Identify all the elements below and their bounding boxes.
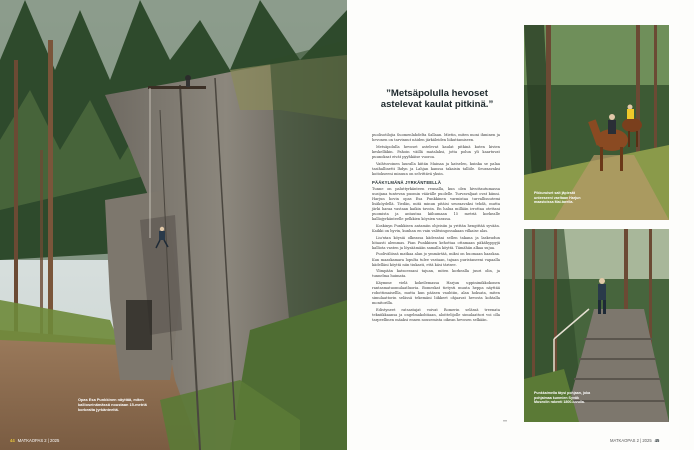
article-paragraph: Tunne on paluttyrkänteen reunalla, kun olen hivuttautumassa uusijana tuntevan puomin väärälle puolelle. Turvavaljaat ovat kiinni. Harjun hovin opas Esa Punkkinen varmistaa turvallisuutemi lisäköydellä. Tiedän, mitä minun pitäisi seuraavaksi tehdä, mutta järki haraa vastaan kaikin tavoin. En halua millään irrottaa otettani puomista ja antautua kiihumaan 15 metriä korkealle kalliojyrkänteelle pelkkien köysien varassa. (372, 186, 500, 222)
page-number: 45 (654, 438, 660, 443)
photo-caption: Pikkuruiset sait jäpiesät unteeseeni vaeltaan Harjun maastoissa Mai-tarella. (534, 191, 581, 205)
article-body (372, 133, 500, 325)
article-paragraph: Ylimpään katsoessani tajuan, miten korkealla juuri olin, ja tunnelma huimata. (372, 269, 500, 279)
page-folio-left (10, 438, 59, 443)
article-paragraph: Metsäpolulla hevoset astelevat kaulat pitkinä kuten kivien keskelläkin. Pahoin väillä matalaksi, jotta polun yli kaartuvat puunoksat eivät pyyhkäise vuoroa. (372, 144, 500, 159)
continue-mark: »» (503, 419, 507, 423)
magazine-issue: MATKAOPAS 2 | 2025 (610, 438, 652, 443)
page-number: 44 (10, 438, 15, 443)
photo-caption: Punkkaimella täysi pohjaan, joka pohjaimaa kunmien Syväk Museolin rakenti 1800-luvulla. (534, 391, 591, 405)
article-paragraph: Edistyneet ratsastajat voivat Romerin selässä treenata tekniikkaansa ja ongelmakohtiaan, aloittelijolle simulaattori voi olla tarpeellinen mäaksi ennen nousemista oikean hevosen selkään. (372, 308, 500, 323)
article-paragraph: Koskinyn Punkkisen antamiin ohjeisiin ja yrittän hengittää syvään. Kaikki on hyvin, kunhan en vain valitsingossakaan vilkaise alas. (372, 223, 500, 233)
pull-quote: ”Metsäpolulla hevoset astelevat kaulat pitkinä.” (380, 88, 494, 110)
article-paragraph: puolisotilojia Suomenlahdelta Sallaan. Mietin, miten moni ihminen ja hevonen on tarvinnut näiden järkäleiden liikuttamiseen. (372, 133, 500, 143)
article-paragraph: Puoliväliissä matkaa alan jo ymmärtää, miksi on huomaan haaskaa. Kun maaskamara lopulta tulee vastaan, tajuan puristaneeni vapaalla kädelläni köyttä niin tiukasti, että käsi tärisee. (372, 252, 500, 267)
section-heading: PÄÄKYLMÄNÄ JYRKÄNTEELLÄ (372, 179, 442, 185)
article-paragraph: Käymme vielä kokeilemassa Harjun uppinimikkokonen rantasmatuomulaatluoria. Bomeskat tietysti muuta heppa näyttää robottimaisellla, mutta kun pääsen vauhtiin, alan hoksata, miten simulaattorin selässä tekemäni liikkeet ohjaavat hevosta kohtalla monitorilla. (372, 281, 500, 306)
magazine-issue: MATKAOPAS 2 | 2025 (17, 438, 60, 443)
article-paragraph: Liu'xtan köysiä olkeassa kädessäni sellen takana ja laskeudun hitaasti alemmas. Pian Punkkinen kehottaa ottamaan päkähyppyjä kalliota vasten ja löysäämään samalla köyttä. Tämähän alkaa sujua. (372, 235, 500, 250)
page-folio-right (610, 438, 659, 443)
photo-caption: Opas Esa Punkkinen näyttää, miten kallioseinämässä noustaan 15-metriä korkealta jyrkänteeltä. (78, 397, 147, 412)
article-paragraph: Vaihtuvoinen lauralla kiitän Mainaa ja katselen, kuinka se palaa tasihallinetti lhdyn ja Lahjan kanssa takaisin talliile. Seuraavaksi koitokseeni minuun on selvittävä yksin. (372, 161, 500, 176)
